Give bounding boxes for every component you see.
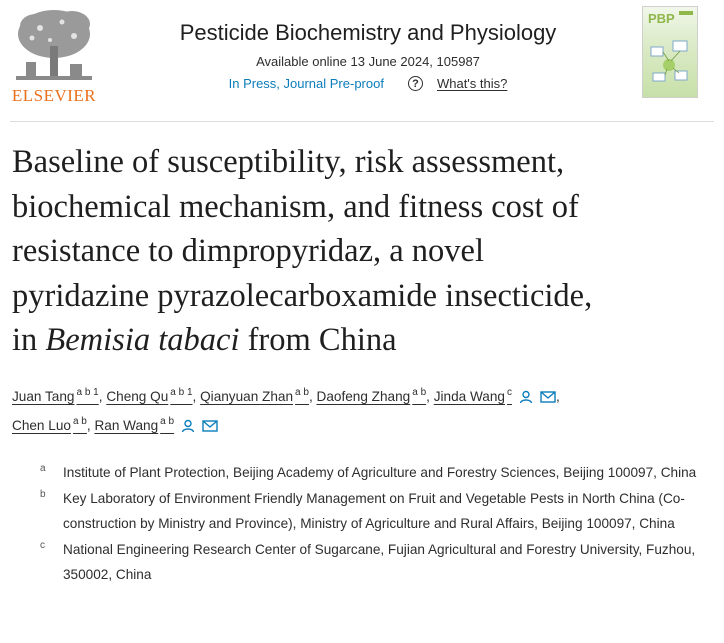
affiliation-mark: c [40,539,45,551]
title-line: pyridazine pyrazolecarboxamide insecticide, [12,277,593,314]
elsevier-logo[interactable] [10,6,98,105]
cover-bar [679,11,693,15]
cover-art-icon [643,35,697,95]
author-name: Qianyuan Zhan [200,389,294,404]
journal-title[interactable]: Pesticide Biochemistry and Physiology [179,20,557,45]
title-line: biochemical mechanism, and fitness cost of [12,188,579,225]
affiliation-item [40,537,720,588]
cover-label: PBP [648,11,675,26]
affiliation-mark: a [40,463,46,474]
author-link[interactable] [200,389,309,404]
mail-icon[interactable] [540,391,556,403]
author-link[interactable] [317,389,427,404]
author-name: Juan Tang [12,389,75,404]
author-affiliation-marks: a b [72,416,87,428]
elsevier-tree-logo [10,6,98,86]
whats-this-link[interactable]: What's this? [436,76,508,91]
mail-icon[interactable] [202,420,218,432]
author-link[interactable] [12,418,87,433]
affiliation-text: Institute of Plant Protection, Beijing Academy of Agriculture and Forestry Sciences, Beijing 100097, China [63,465,697,480]
author-name: Daofeng Zhang [316,389,411,404]
author-link[interactable] [94,418,174,433]
species-name: Bemisia tabaci [45,322,240,358]
affiliation-item [40,460,720,486]
press-status-link[interactable]: In Press, Journal Pre-proof [228,76,384,91]
author-name: Ran Wang [94,418,159,433]
header-divider [10,121,714,122]
affiliation-item [40,486,720,537]
author-link[interactable] [12,389,99,404]
author-link[interactable] [106,389,192,404]
author-name: Jinda Wang [433,389,505,404]
author-name: Chen Luo [12,418,71,433]
article-title [12,140,717,363]
person-icon[interactable] [518,390,534,404]
availability-info: Available online 13 June 2024, 105987 [256,54,480,69]
author-affiliation-marks: a b [412,387,427,399]
author-affiliation-marks: a b 1 [76,387,99,399]
author-affiliation-marks: a b [295,387,309,399]
publisher-name: ELSEVIER [11,86,97,105]
author-link[interactable] [434,389,512,404]
affiliation-list [40,460,720,588]
author-list: Juan Tang $^{a b 1}$, Cheng Qu $^{a b 1}$, Qianyuan Zhan $^{a b}$, Daofeng Zhang $^{a b}$, Jinda Wang $^c$ , Chen Luo $^{a b}$, Ran Wang $^{a b}$ [12,387,560,433]
author-name: Cheng Qu [106,389,169,404]
author-affiliation-marks: a b 1 [170,387,193,399]
author-affiliation-marks: a b [160,416,175,428]
author-affiliation-marks: c [506,387,512,399]
affiliation-mark: b [40,488,46,500]
title-line: Baseline of susceptibility, risk assessment, [12,144,565,180]
title-line-suffix: from China [239,322,397,358]
title-line-prefix: in [12,322,46,358]
affiliation-text: Key Laboratory of Environment Friendly Management on Fruit and Vegetable Pests in North China (Co-construction by Ministry and Province), Ministry of Agriculture and Rural Affairs, Beijing 100097, China [63,490,685,531]
title-line: resistance to dimpropyridaz, a novel [12,233,484,269]
journal-cover[interactable] [642,6,698,98]
press-status-row [130,76,606,91]
person-icon[interactable] [180,419,196,433]
affiliation-text: National Engineering Research Center of Sugarcane, Fujian Agricultural and Forestry University, Fuzhou, 350002, China [63,541,696,582]
question-icon[interactable]: ? [408,76,423,91]
